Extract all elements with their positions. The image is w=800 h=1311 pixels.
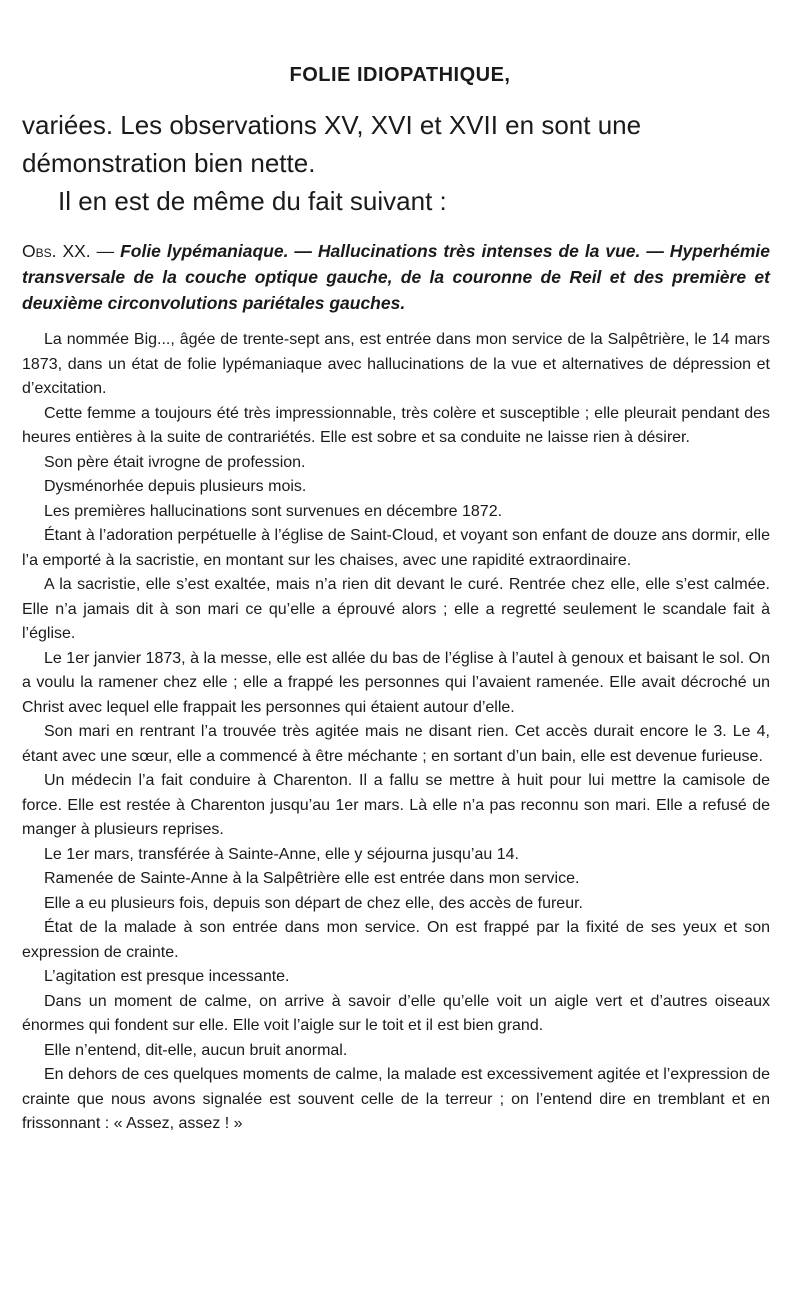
paragraph: La nommée Big..., âgée de trente-sept ans, est entrée dans mon service de la Salpêtrière, le 14 mars 1873, dans un état de folie lypémaniaque avec hallucinations de la vue et alternatives de dépression et d’excitation. bbox=[22, 331, 770, 397]
paragraph: Cette femme a toujours été très impressionnable, très colère et susceptible ; elle pleurait pendant des heures entières à la suite de contrariétés. Elle est sobre et sa conduite ne laisse rien à désirer. bbox=[22, 404, 770, 446]
paragraph: Son père était ivrogne de profession. bbox=[44, 453, 306, 471]
observation-title: Folie lypémaniaque. — Hallucinations très intenses de la vue. — Hyperhémie transversale de la couche optique gauche, de la couronne de Reil et des première et deuxième circonvolutions pariétales gauches. bbox=[22, 241, 770, 313]
intro-line: variées. Les observations XV, XVI et XVII en sont une démonstration bien nette. bbox=[22, 110, 642, 178]
paragraph: Le 1er janvier 1873, à la messe, elle est allée du bas de l’église à l’autel à genoux et baisant le sol. On a voulu la ramener chez elle ; elle a frappé les personnes qui l’avaient ramenée. Elle avait décroché un Christ avec lequel elle frappait les personnes qui étaient autour d’elle. bbox=[22, 649, 770, 716]
observation-body bbox=[22, 328, 770, 1137]
paragraph: L’agitation est presque incessante. bbox=[44, 968, 290, 985]
paragraph: État de la malade à son entrée dans mon service. On est frappé par la fixité de ses yeux et son expression de crainte. bbox=[22, 919, 770, 961]
observation-label: Obs. XX. — bbox=[22, 241, 115, 261]
paragraph: Son mari en rentrant l’a trouvée très agitée mais ne disant rien. Cet accès durait encore le 3. Le 4, étant avec une sœur, elle a commencé à être méchante ; en sortant d’un bain, elle est devenue furieuse. bbox=[22, 723, 770, 765]
observation-heading bbox=[22, 238, 770, 316]
paragraph: Ramenée de Sainte-Anne à la Salpêtrière elle est entrée dans mon service. bbox=[44, 870, 580, 887]
paragraph: Elle n’entend, dit-elle, aucun bruit anormal. bbox=[44, 1041, 348, 1059]
intro-line: Il en est de même du fait suivant : bbox=[58, 186, 447, 216]
paragraph: Étant à l’adoration perpétuelle à l’église de Saint-Cloud, et voyant son enfant de douze ans dormir, elle l’a emporté à la sacristie, en montant sur les chaises, avec une rapidité extraordinaire. bbox=[22, 527, 770, 569]
paragraph: Dans un moment de calme, on arrive à savoir d’elle qu’elle voit un aigle vert et d’autres oiseaux énormes qui fondent sur elle. Elle voit l’aigle sur le toit et il est bien grand. bbox=[22, 992, 770, 1034]
paragraph: Le 1er mars, transférée à Sainte-Anne, elle y séjourna jusqu’au 14. bbox=[44, 845, 519, 863]
paragraph: A la sacristie, elle s’est exaltée, mais n’a rien dit devant le curé. Rentrée chez elle, elle s’est calmée. Elle n’a jamais dit à son mari ce qu’elle a éprouvé alors ; elle a regretté seulement le scandale fait à l’église. bbox=[22, 576, 770, 642]
paragraph: Un médecin l’a fait conduire à Charenton. Il a fallu se mettre à huit pour lui mettre la camisole de force. Elle est restée à Charenton jusqu’au 1er mars. Là elle n’a pas reconnu son mari. Elle a refusé de manger à plusieurs reprises. bbox=[22, 772, 770, 838]
paragraph: Les premières hallucinations sont survenues en décembre 1872. bbox=[44, 502, 503, 520]
paragraph: Dysménorhée depuis plusieurs mois. bbox=[44, 478, 307, 495]
paragraph: Elle a eu plusieurs fois, depuis son départ de chez elle, des accès de fureur. bbox=[44, 894, 583, 912]
intro-text bbox=[22, 106, 770, 220]
running-header: FOLIE IDIOPATHIQUE, bbox=[289, 64, 511, 86]
paragraph: En dehors de ces quelques moments de calme, la malade est excessivement agitée et l’expression de crainte que nous avons signalée est souvent celle de la terreur ; on l’entend dire en tremblant et en frissonnant : « Assez, assez ! » bbox=[22, 1066, 770, 1132]
